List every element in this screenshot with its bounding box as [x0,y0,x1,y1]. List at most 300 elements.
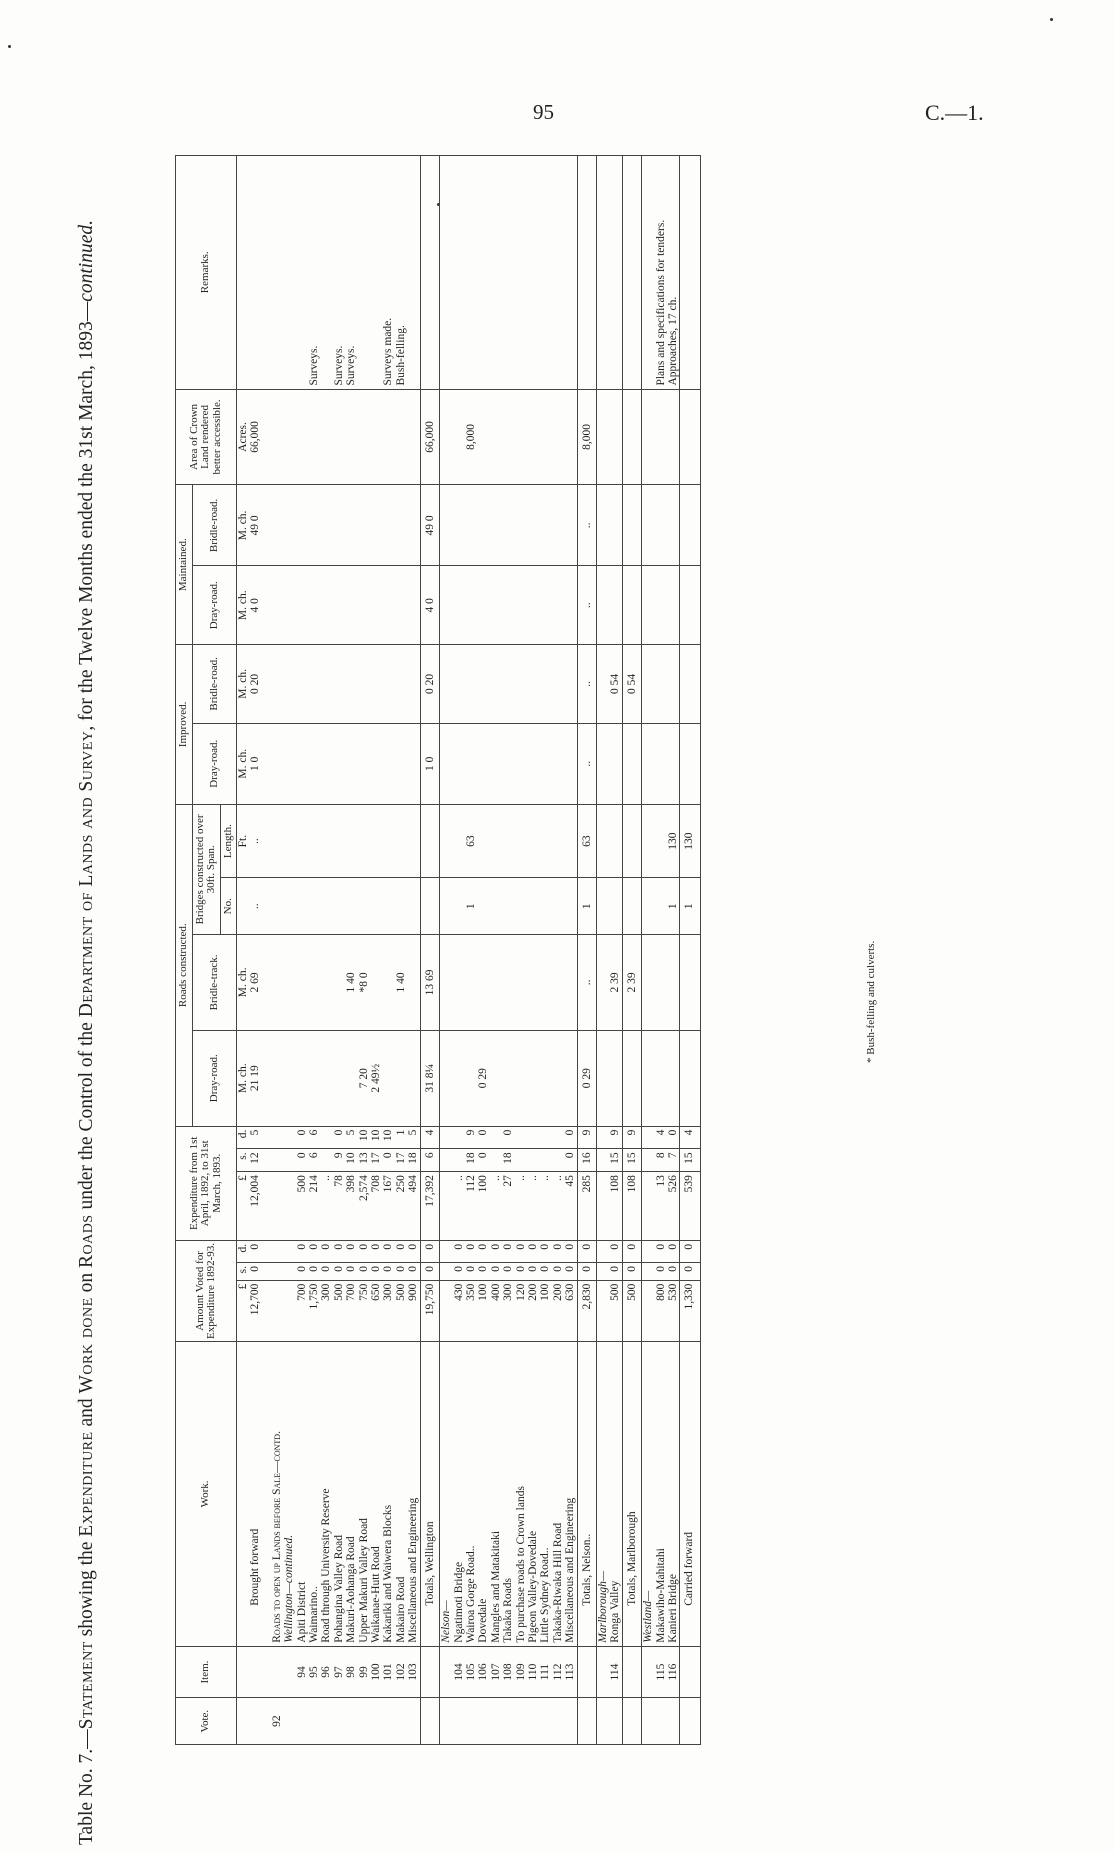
voted-shillings: 0 [333,1262,345,1280]
exp-shillings: 15 [680,1149,700,1172]
exp-pence [527,1126,539,1149]
exp-pence: 10 [382,1126,394,1149]
voted-shillings: 0 [667,1262,680,1280]
work-name: Makuri-Aohanga Road [345,1342,357,1647]
work-name: Kanieri Bridge [667,1342,680,1647]
totals-row-nelson [577,156,596,1745]
table-row [655,156,667,1745]
bridges-length [477,804,489,878]
exp-pounds: 214 [308,1172,320,1241]
bridges-length: 130 [680,804,700,878]
bridges-length [502,804,514,878]
exp-pence [552,1126,564,1149]
exp-pounds: 167 [382,1172,394,1241]
exp-pounds: .. [527,1172,539,1241]
table-row [320,156,332,1745]
bridges-no: 1 [667,878,680,935]
exp-pence: 0 [564,1126,577,1149]
constructed-bridle: 13 69 [420,934,439,1030]
voted-shillings: 0 [655,1262,667,1280]
totals-row-wellington [420,156,439,1745]
bridges-no [453,878,465,935]
table-row [667,156,680,1745]
voted-shillings: 0 [296,1262,308,1280]
exp-pounds: 100 [477,1172,489,1241]
exp-shillings: 15 [609,1149,622,1172]
unit-pence: d. [237,1126,250,1149]
table-row [395,156,407,1745]
work-name: Dovedale [477,1342,489,1647]
bridges-no: 1 [465,878,477,935]
maintained-dray: .. [577,566,596,645]
exp-shillings [515,1149,527,1172]
area-acres [490,389,502,485]
work-name: Ronga Valley [609,1342,622,1647]
exp-pounds: 398 [345,1172,357,1241]
table-row [564,156,577,1745]
exp-shillings: 13 [358,1149,370,1172]
unit-pounds: £ [237,1280,250,1341]
exp-pence [490,1126,502,1149]
voted-pence: 0 [358,1240,370,1262]
voted-pounds: 1,330 [680,1280,700,1341]
table-row [490,156,502,1745]
carried-forward-label: Carried forward [680,1342,700,1647]
exp-shillings: 0 [477,1149,489,1172]
constructed-bridle: 2 39 [622,934,641,1030]
table-row [453,156,465,1745]
constructed-bridle [320,934,332,1030]
exp-pounds: 78 [333,1172,345,1241]
voted-shillings: 0 [370,1262,382,1280]
remarks: Plans and specifications for tenders. [655,156,667,390]
totals-row-marlborough [622,156,641,1745]
maintained-dray: 4 0 [249,566,261,645]
voted-pence: 0 [502,1240,514,1262]
exp-pence [539,1126,551,1149]
voted-shillings: 0 [680,1262,700,1280]
constructed-bridle [296,934,308,1030]
work-name: Wairoa Gorge Road.. [465,1342,477,1647]
col-amount-voted: Amount Voted for Expenditure 1892-93. [176,1240,237,1341]
voted-pounds: 700 [345,1280,357,1341]
item-number: 105 [465,1646,477,1698]
title-part5: , for the Twelve Months ended the 31st March, 1893— [76,301,97,731]
constructed-bridle [308,934,320,1030]
area-acres [564,389,577,485]
work-name: Pohangina Valley Road [333,1342,345,1647]
work-name: Miscellaneous and Engineering [564,1342,577,1647]
constructed-bridle: 1 40 [395,934,407,1030]
exp-shillings [320,1149,332,1172]
bridges-length: 63 [465,804,477,878]
voted-pounds: 100 [477,1280,489,1341]
voted-pence: 0 [552,1240,564,1262]
voted-pence: 0 [622,1240,641,1262]
item-number: 98 [345,1646,357,1698]
work-name: Apiti District [296,1342,308,1647]
item-number: 97 [333,1646,345,1698]
exp-shillings: 0 [564,1149,577,1172]
item-number: 94 [296,1646,308,1698]
exp-pence: 0 [477,1126,489,1149]
exp-pounds: .. [320,1172,332,1241]
exp-pounds: .. [490,1172,502,1241]
table-row [308,156,320,1745]
exp-shillings: 10 [345,1149,357,1172]
bridges-length [564,804,577,878]
voted-pence: 0 [420,1240,439,1262]
voted-pounds: 300 [382,1280,394,1341]
bridges-no [515,878,527,935]
voted-pounds: 630 [564,1280,577,1341]
improved-bridle: .. [577,645,596,724]
title-statement: Statement [76,1641,97,1730]
bridges-no: 1 [680,878,700,935]
voted-pounds: 530 [667,1280,680,1341]
remarks: Surveys made. [382,156,394,390]
voted-pounds: 500 [609,1280,622,1341]
voted-pounds: 400 [490,1280,502,1341]
area-acres [477,389,489,485]
expenditure-table [175,155,701,1745]
col-improved-bridle-road: Bridle-road. [192,645,237,724]
bridges-length: 130 [667,804,680,878]
table-row [345,156,357,1745]
constructed-dray [453,1030,465,1126]
exp-pence: 4 [680,1126,700,1149]
improved-bridle: 0 20 [249,645,261,724]
work-name: Takaka-Riwaka Hill Road [552,1342,564,1647]
exp-pence: 6 [308,1126,320,1149]
table-row [515,156,527,1745]
improved-bridle: 0 54 [622,645,641,724]
item-number: 114 [609,1646,622,1698]
item-number: 101 [382,1646,394,1698]
col-maintained: Maintained. [176,485,193,645]
table-row [477,156,489,1745]
table-row [502,156,514,1745]
bridges-no [539,878,551,935]
bridges-length [490,804,502,878]
work-name: Road through University Reserve [320,1342,332,1647]
item-number: 106 [477,1646,489,1698]
voted-shillings: 0 [477,1262,489,1280]
voted-pounds: 300 [502,1280,514,1341]
col-work: Work. [176,1342,237,1647]
exp-shillings: 12 [249,1149,261,1172]
title-work-done: Work done [76,1297,97,1394]
voted-pence: 0 [453,1240,465,1262]
voted-pence: 0 [477,1240,489,1262]
bridges-length [527,804,539,878]
exp-pence: 4 [655,1126,667,1149]
vote-number: 92 [271,1698,283,1745]
exp-pence: 10 [370,1126,382,1149]
area-acres [502,389,514,485]
constructed-dray [382,1030,394,1126]
table-row [370,156,382,1745]
constructed-dray: 7 20 [358,1030,370,1126]
exp-pounds: 250 [395,1172,407,1241]
exp-pounds: 45 [564,1172,577,1241]
col-item: Item. [176,1646,237,1698]
exp-shillings [552,1149,564,1172]
exp-pence: 0 [333,1126,345,1149]
work-name: Waikanae-Hutt Road [370,1342,382,1647]
constructed-bridle: *8 0 [358,934,370,1030]
region-heading-wellington: Wellington—continued. [283,1342,295,1647]
voted-pounds: 2,830 [577,1280,596,1341]
exp-pence: 5 [249,1126,261,1149]
constructed-dray [539,1030,551,1126]
exp-pounds: 526 [667,1172,680,1241]
voted-shillings: 0 [577,1262,596,1280]
voted-shillings: 0 [249,1262,261,1280]
exp-pounds: 285 [577,1172,596,1241]
work-name: Ngatimoti Bridge [453,1342,465,1647]
area-acres [539,389,551,485]
work-name: To purchase roads to Crown lands [515,1342,527,1647]
exp-pounds: 108 [609,1172,622,1241]
exp-pence: 9 [577,1126,596,1149]
maintained-bridle: 49 0 [420,485,439,566]
constructed-dray [564,1030,577,1126]
voted-pence: 0 [655,1240,667,1262]
exp-pence: 9 [465,1126,477,1149]
unit-mch: M. ch. [237,566,250,645]
voted-shillings: 0 [552,1262,564,1280]
voted-pounds: 500 [395,1280,407,1341]
voted-shillings: 0 [382,1262,394,1280]
voted-shillings: 0 [515,1262,527,1280]
unit-mch: M. ch. [237,645,250,724]
exp-pounds: 27 [502,1172,514,1241]
voted-pence: 0 [407,1240,420,1262]
exp-shillings: 17 [370,1149,382,1172]
exp-pence [320,1126,332,1149]
exp-pounds: 2,574 [358,1172,370,1241]
work-name: Makawiho-Mahitahi [655,1342,667,1647]
constructed-bridle [370,934,382,1030]
constructed-dray: 0 29 [477,1030,489,1126]
region-heading-marlborough: Marlborough— [596,1342,609,1647]
item-number: 100 [370,1646,382,1698]
unit-shillings: s. [237,1262,250,1280]
item-number: 112 [552,1646,564,1698]
exp-shillings: 17 [395,1149,407,1172]
constructed-dray [502,1030,514,1126]
unit-mch: M. ch. [237,934,250,1030]
constructed-dray [296,1030,308,1126]
remarks: Bush-felling. [395,156,407,390]
voted-pounds: 200 [527,1280,539,1341]
exp-shillings: 8 [655,1149,667,1172]
title-part3: on [76,1268,97,1298]
unit-shillings: s. [237,1149,250,1172]
section-heading: Roads to open up Lands before Sale—contd. [271,1342,283,1647]
work-name: Takaka Roads [502,1342,514,1647]
voted-pounds: 430 [453,1280,465,1341]
bridges-length [655,804,667,878]
voted-pence: 0 [539,1240,551,1262]
exp-pounds: 13 [655,1172,667,1241]
region-heading-row [440,156,453,1745]
constructed-dray: 21 19 [249,1030,261,1126]
bridges-no [477,878,489,935]
exp-pounds: 108 [622,1172,641,1241]
remarks: Surveys. [333,156,345,390]
voted-shillings: 0 [420,1262,439,1280]
unit-pence: d. [237,1240,250,1262]
stray-mark [8,45,11,48]
voted-pence: 0 [382,1240,394,1262]
stray-mark [1050,18,1053,21]
constructed-dray [407,1030,420,1126]
bridges-no [490,878,502,935]
voted-pounds: 200 [552,1280,564,1341]
remarks [358,156,370,390]
title-continued: continued. [76,220,97,302]
carried-forward-row [680,156,700,1745]
exp-shillings: 18 [407,1149,420,1172]
voted-pounds: 120 [515,1280,527,1341]
exp-pounds: 112 [465,1172,477,1241]
voted-pounds: 1,750 [308,1280,320,1341]
voted-pounds: 300 [320,1280,332,1341]
voted-pence: 0 [249,1240,261,1262]
voted-pence: 0 [515,1240,527,1262]
bridges-no: .. [249,878,261,935]
exp-shillings: 16 [577,1149,596,1172]
constructed-dray [395,1030,407,1126]
table-row [552,156,564,1745]
voted-pence: 0 [296,1240,308,1262]
area-acres: 66,000 [249,389,261,485]
area-acres [515,389,527,485]
item-number: 102 [395,1646,407,1698]
remarks [407,156,420,390]
region-heading-row [596,156,609,1745]
constructed-dray [527,1030,539,1126]
voted-pence: 0 [465,1240,477,1262]
item-number: 95 [308,1646,320,1698]
table-row [407,156,420,1745]
voted-pence: 0 [527,1240,539,1262]
region-heading-row [642,156,655,1745]
exp-shillings: 9 [333,1149,345,1172]
bridges-no [502,878,514,935]
voted-pounds: 750 [358,1280,370,1341]
improved-bridle: 0 54 [609,645,622,724]
col-bridges-no: No. [220,878,237,935]
voted-pounds: 500 [333,1280,345,1341]
remarks [296,156,308,390]
constructed-dray [490,1030,502,1126]
remarks: Surveys. [308,156,320,390]
exp-shillings: 6 [308,1149,320,1172]
unit-ft: Ft. [237,804,250,878]
exp-pence [453,1126,465,1149]
col-remarks: Remarks. [176,156,237,390]
work-name: Mangles and Matakitaki [490,1342,502,1647]
item-number: 111 [539,1646,551,1698]
voted-shillings: 0 [564,1262,577,1280]
col-constructed-bridle-track: Bridle-track. [192,934,237,1030]
voted-shillings: 0 [358,1262,370,1280]
voted-pence: 0 [667,1240,680,1262]
improved-bridle: 0 20 [420,645,439,724]
totals-label: Totals, Nelson.. [577,1342,596,1647]
improved-dray: 1 0 [249,723,261,804]
brought-forward-label: Brought forward [249,1342,261,1647]
exp-shillings: 18 [465,1149,477,1172]
exp-pounds: 12,004 [249,1172,261,1241]
voted-pence: 0 [308,1240,320,1262]
exp-pence: 9 [622,1126,641,1149]
voted-shillings: 0 [502,1262,514,1280]
item-number: 113 [564,1646,577,1698]
exp-shillings: 18 [502,1149,514,1172]
exp-pence: 0 [667,1126,680,1149]
exp-pence: 5 [407,1126,420,1149]
exp-pounds: 17,392 [420,1172,439,1241]
table-row [465,156,477,1745]
region-heading-row [283,156,295,1745]
item-number: 96 [320,1646,332,1698]
remarks: Surveys. [345,156,357,390]
exp-pence: 10 [358,1126,370,1149]
constructed-dray [552,1030,564,1126]
exp-shillings: 7 [667,1149,680,1172]
bridges-no: 1 [577,878,596,935]
constructed-dray: 0 29 [577,1030,596,1126]
exp-pence: 4 [420,1126,439,1149]
voted-pence: 0 [333,1240,345,1262]
constructed-dray: 31 8¼ [420,1030,439,1126]
exp-pounds: .. [539,1172,551,1241]
voted-pounds: 700 [296,1280,308,1341]
item-number: 103 [407,1646,420,1698]
voted-pounds: 650 [370,1280,382,1341]
voted-shillings: 0 [395,1262,407,1280]
col-bridges-length: Length. [220,804,237,878]
title-expenditure: Expenditure [76,1431,97,1537]
voted-shillings: 0 [453,1262,465,1280]
units-row [237,156,250,1745]
constructed-dray: 2 49½ [370,1030,382,1126]
exp-shillings: 0 [382,1149,394,1172]
item-number: 107 [490,1646,502,1698]
unit-acres: Acres. [237,389,250,485]
table-container [175,155,980,1745]
voted-shillings: 0 [345,1262,357,1280]
exp-pence: 5 [345,1126,357,1149]
exp-pounds: 708 [370,1172,382,1241]
improved-dray: 1 0 [420,723,439,804]
totals-label: Totals, Marlborough [622,1342,641,1647]
voted-pence: 0 [370,1240,382,1262]
bridges-length [420,804,439,878]
item-number: 115 [655,1646,667,1698]
exp-pence: 0 [502,1126,514,1149]
voted-shillings: 0 [609,1262,622,1280]
col-improved: Improved. [176,645,193,805]
voted-pounds: 900 [407,1280,420,1341]
voted-pounds: 800 [655,1280,667,1341]
voted-pence: 0 [490,1240,502,1262]
constructed-bridle [333,934,345,1030]
